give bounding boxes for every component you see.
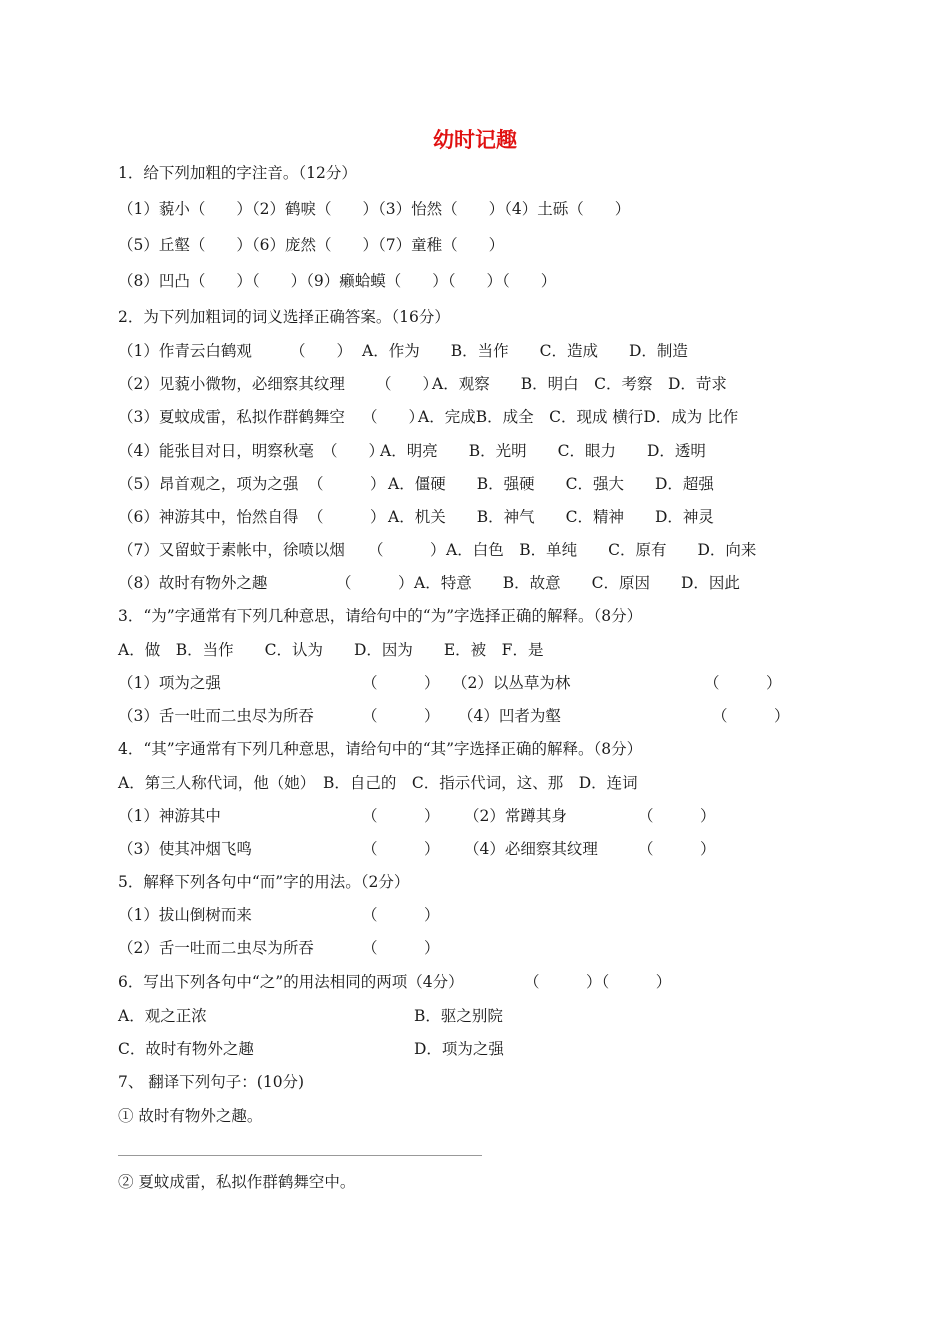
q2-heading: 2．为下列加粗词的词义选择正确答案。（16分） xyxy=(118,308,450,326)
q2-item-1-blank: （ ） xyxy=(290,342,353,360)
q6-option-d: D．项为之强 xyxy=(414,1040,504,1058)
q5-item-2-blank: （ ） xyxy=(362,939,440,957)
q6-option-c: C．故时有物外之趣 xyxy=(118,1040,254,1058)
q3-item-1-blank: （ ） xyxy=(362,674,440,692)
q4-item-1-stem: （1）神游其中 xyxy=(118,807,221,825)
q1-row-2: （5）丘壑（ ）（6）庞然（ ）（7）童稚（ ） xyxy=(118,236,505,254)
q2-item-6-blank: （ ） xyxy=(308,508,386,526)
q7-item-2: ② 夏蚊成雷，私拟作群鹤舞空中。 xyxy=(118,1173,356,1191)
q2-item-5-options: A．僵硬 B．强硬 C．强大 D．超强 xyxy=(388,475,714,493)
q3-item-1-stem: （1）项为之强 xyxy=(118,674,221,692)
q6-option-a: A．观之正浓 xyxy=(118,1007,207,1025)
q4-item-2-blank: （ ） xyxy=(638,807,716,825)
q4-item-4-blank: （ ） xyxy=(638,840,716,858)
q4-heading: 4．“其”字通常有下列几种意思，请给句中的“其”字选择正确的解释。（8分） xyxy=(118,740,643,758)
q2-item-4-stem: （4）能张目对日，明察秋毫 xyxy=(118,442,314,460)
q6-option-b: B．驱之别院 xyxy=(414,1007,503,1025)
answer-line xyxy=(118,1155,482,1156)
page-title: 幼时记趣 xyxy=(433,128,517,152)
q2-item-5-blank: （ ） xyxy=(308,475,386,493)
q4-options: A．第三人称代词，他（她） B．自己的 C．指示代词，这、那 D．连词 xyxy=(118,774,638,792)
q2-item-6-options: A．机关 B．神气 C．精神 D．神灵 xyxy=(388,508,714,526)
q2-item-4-blank: （ ） xyxy=(322,442,385,460)
q3-heading: 3．“为”字通常有下列几种意思，请给句中的“为”字选择正确的解释。（8分） xyxy=(118,607,643,625)
q2-item-3-options: A．完成B．成全 C．现成 横行D．成为 比作 xyxy=(418,408,739,426)
q6-heading: 6．写出下列各句中“之”的用法相同的两项（4分） xyxy=(118,973,464,991)
q7-heading: 7、 翻译下列句子：(10分) xyxy=(118,1073,305,1091)
q2-item-7-stem: （7）又留蚊于素帐中，徐喷以烟 xyxy=(118,541,345,559)
q7-item-1: ① 故时有物外之趣。 xyxy=(118,1107,263,1125)
q3-item-3-blank: （ ） xyxy=(362,707,440,725)
q3-options: A．做 B．当作 C．认为 D．因为 E．被 F．是 xyxy=(118,641,544,659)
q5-heading: 5．解释下列各句中“而”字的用法。（2分） xyxy=(118,873,410,891)
q4-item-3-blank: （ ） xyxy=(362,840,440,858)
q5-item-1-blank: （ ） xyxy=(362,906,440,924)
q2-item-8-options: A．特意 B．故意 C．原因 D．因此 xyxy=(414,574,740,592)
q3-item-3-stem: （3）舌一吐而二虫尽为所吞 xyxy=(118,707,314,725)
q4-item-4-stem: （4）必细察其纹理 xyxy=(464,840,598,858)
q2-item-1-options: A．作为 B．当作 C．造成 D．制造 xyxy=(362,342,688,360)
q3-item-4-blank: （ ） xyxy=(712,707,790,725)
q4-item-2-stem: （2）常蹲其身 xyxy=(464,807,567,825)
q2-item-1-stem: （1）作青云白鹤观 xyxy=(118,342,252,360)
q1-row-3: （8）凹凸（ ）（ ）（9）癞蛤蟆（ ）（ ）（ ） xyxy=(118,272,557,290)
q2-item-5-stem: （5）昂首观之，项为之强 xyxy=(118,475,299,493)
q2-item-7-blank: （ ） xyxy=(368,541,446,559)
q3-item-2-stem: （2）以丛草为林 xyxy=(452,674,571,692)
q3-item-2-blank: （ ） xyxy=(704,674,782,692)
q2-item-4-options: A．明亮 B．光明 C．眼力 D．透明 xyxy=(380,442,706,460)
q2-item-3-stem: （3）夏蚊成雷，私拟作群鹤舞空 xyxy=(118,408,345,426)
q4-item-1-blank: （ ） xyxy=(362,807,440,825)
q3-item-4-stem: （4）凹者为壑 xyxy=(458,707,561,725)
q2-item-6-stem: （6）神游其中，怡然自得 xyxy=(118,508,299,526)
q2-item-8-stem: （8）故时有物外之趣 xyxy=(118,574,268,592)
q2-item-7-options: A．白色 B．单纯 C．原有 D．向来 xyxy=(446,541,757,559)
q4-item-3-stem: （3）使其冲烟飞鸣 xyxy=(118,840,252,858)
q5-item-1-stem: （1）拔山倒树而来 xyxy=(118,906,252,924)
q2-item-2-blank: （ ） xyxy=(376,375,439,393)
q1-row-1: （1）藐小（ ）（2）鹤唳（ ）（3）怡然（ ）（4）土砾（ ） xyxy=(118,200,631,218)
q2-item-2-options: A．观察 B．明白 C．考察 D．苛求 xyxy=(432,375,727,393)
q2-item-8-blank: （ ） xyxy=(336,574,414,592)
q2-item-2-stem: （2）见藐小微物，必细察其纹理 xyxy=(118,375,345,393)
q2-item-3-blank: （ ） xyxy=(362,408,425,426)
q1-heading: 1．给下列加粗的字注音。（12分） xyxy=(118,164,357,182)
q6-blanks: （ ）（ ） xyxy=(524,973,672,991)
q5-item-2-stem: （2）舌一吐而二虫尽为所吞 xyxy=(118,939,314,957)
